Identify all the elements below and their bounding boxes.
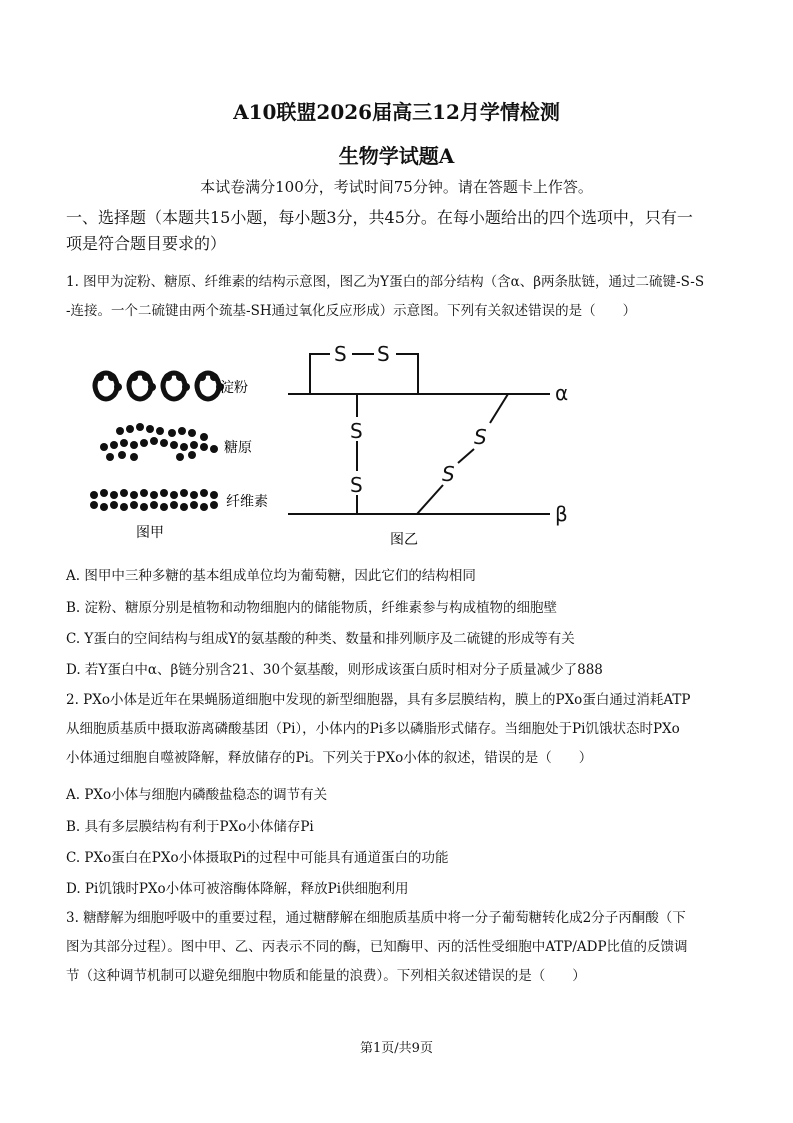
question-3-line1: 3. 糖酵解为细胞呼吸中的重要过程，通过糖酵解在细胞质基质中将一分子葡萄糖转化成2分子丙酮酸（下 [66, 910, 686, 926]
question-2-line2: 从细胞质基质中摄取游离磷酸基团（Pi），小体内的Pi多以磷脂形式储存。当细胞处于Pi饥饿状态时PXo [66, 721, 680, 737]
s-atom-top-right: S [377, 342, 390, 366]
jia-label-starch: 淀粉 [220, 380, 248, 396]
question-1-option-d[interactable]: D. 若Y蛋白中α、β链分别含21、30个氨基酸，则形成该蛋白质时相对分子质量减少了888 [66, 662, 603, 678]
question-3-line3: 节（这种调节机制可以避免细胞中物质和能量的浪费）。下列相关叙述错误的是（ ） [66, 968, 586, 984]
question-1-line2: -连接。一个二硫键由两个巯基-SH通过氧化反应形成）示意图。下列有关叙述错误的是（ ） [66, 303, 637, 319]
question-2-option-a[interactable]: A. PXo小体与细胞内磷酸盐稳态的调节有关 [66, 787, 328, 803]
diagonal-bond-top [490, 394, 508, 423]
question-2-stem [66, 686, 734, 773]
question-2-option-b[interactable]: B. 具有多层膜结构有利于PXo小体储存Pi [66, 819, 314, 835]
question-2-option-d[interactable]: D. Pi饥饿时PXo小体可被溶酶体降解，释放Pi供细胞利用 [66, 881, 409, 897]
cellulose-chain-graphic [90, 489, 218, 511]
question-2-line1: 2. PXo小体是近年在果蝇肠道细胞中发现的新型细胞器，具有多层膜结构，膜上的PXo蛋白通过消耗ATP [66, 692, 691, 708]
page-number: 第1页/共9页 [360, 1041, 433, 1056]
jia-label-cellulose: 纤维素 [226, 494, 268, 510]
exam-subtitle: 生物学试题A [338, 144, 455, 168]
section-heading [66, 205, 734, 257]
question-1-option-c[interactable]: C. Y蛋白的空间结构与组成Y的氨基酸的种类、数量和排列顺序及二硫键的形成等有关 [66, 631, 575, 647]
beta-chain-label: β [555, 502, 568, 526]
jia-caption: 图甲 [136, 525, 164, 541]
glycogen-chain-graphic [100, 423, 218, 461]
s-atom-diagonal-upper: S [474, 425, 487, 449]
diagonal-bond-mid [458, 449, 474, 463]
exam-note: 本试卷满分100分，考试时间75分钟。请在答题卡上作答。 [200, 178, 593, 196]
question-1-option-b[interactable]: B. 淀粉、糖原分别是植物和动物细胞内的储能物质，纤维素参与构成植物的细胞壁 [66, 600, 558, 616]
diagonal-bond-bottom [417, 485, 443, 514]
s-atom-vertical-lower: S [350, 473, 363, 497]
question-3-line2: 图为其部分过程）。图中甲、乙、丙表示不同的酶，已知酶甲、丙的活性受细胞中ATP/ADP比值的反馈调 [66, 939, 688, 955]
s-atom-top-left: S [334, 342, 347, 366]
question-3-stem [66, 904, 734, 991]
intrachain-bond-right [396, 354, 418, 394]
question-2-option-c[interactable]: C. PXo蛋白在PXo小体摄取Pi的过程中可能具有通道蛋白的功能 [66, 850, 449, 866]
jia-label-glycogen: 糖原 [224, 440, 252, 456]
yi-caption: 图乙 [390, 532, 418, 548]
question-1-stem [66, 268, 734, 326]
exam-title: A10联盟2026届高三12月学情检测 [233, 100, 560, 124]
question-2-line3: 小体通过细胞自噬被降解，释放储存的Pi。下列关于PXo小体的叙述，错误的是（ ） [66, 750, 593, 766]
section-heading-line2: 项是符合题目要求的） [66, 234, 227, 253]
s-atom-vertical-upper: S [350, 419, 363, 443]
y-protein-diagram [288, 354, 550, 514]
question-1-line1: 1. 图甲为淀粉、糖原、纤维素的结构示意图，图乙为Y蛋白的部分结构（含α、β两条肽链，通过二硫键-S-S [66, 274, 705, 290]
starch-chain-graphic [95, 373, 224, 399]
question-1-figure [60, 335, 620, 557]
s-atom-diagonal-lower: S [442, 462, 455, 486]
question-1-option-a[interactable]: A. 图甲中三种多糖的基本组成单位均为葡萄糖，因此它们的结构相同 [66, 568, 476, 584]
section-heading-line1: 一、选择题（本题共15小题，每小题3分，共45分。在每小题给出的四个选项中，只有一 [66, 208, 693, 227]
intrachain-bond-left [310, 354, 330, 394]
alpha-chain-label: α [555, 381, 569, 405]
